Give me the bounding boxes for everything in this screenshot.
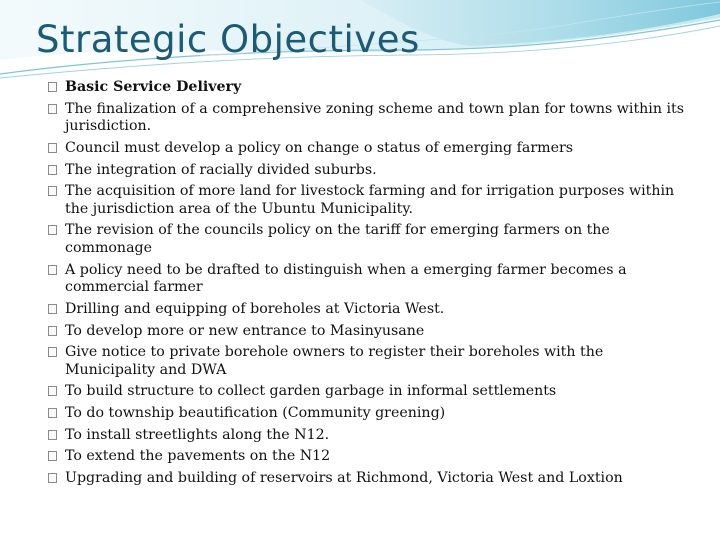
square-bullet-icon <box>48 451 57 461</box>
list-item <box>48 405 688 423</box>
square-bullet-icon <box>48 408 57 418</box>
list-item-text: A policy need to be drafted to distinguish when a emerging farmer becomes a commercial farmer <box>65 261 627 296</box>
square-bullet-icon <box>48 473 57 483</box>
list-item-text: Basic Service Delivery <box>65 79 242 95</box>
list-item <box>48 427 688 445</box>
square-bullet-icon <box>48 430 57 440</box>
list-item <box>48 448 688 466</box>
list-item-text: Council must develop a policy on change o status of emerging farmers <box>65 139 574 156</box>
list-item-text: To develop more or new entrance to Masinyusane <box>65 322 425 339</box>
square-bullet-icon <box>48 386 57 396</box>
square-bullet-icon <box>48 304 57 314</box>
list-item-text: To install streetlights along the N12. <box>65 426 330 443</box>
list-item-text: To extend the pavements on the N12 <box>65 448 331 465</box>
page-title: Strategic Objectives <box>36 18 420 61</box>
list-item <box>48 344 688 379</box>
list-item-text: To do township beautification (Community greening) <box>65 405 446 422</box>
square-bullet-icon <box>48 143 57 153</box>
square-bullet-icon <box>48 104 57 114</box>
list-item-text: The revision of the councils policy on the tariff for emerging farmers on the commonage <box>65 222 610 256</box>
list-item-text: Drilling and equipping of boreholes at Victoria West. <box>65 300 445 317</box>
list-item-text: To build structure to collect garden garbage in informal settlements <box>65 383 557 400</box>
objectives-list <box>48 79 688 492</box>
list-item <box>48 140 688 158</box>
square-bullet-icon <box>48 186 57 196</box>
list-item <box>48 301 688 319</box>
square-bullet-icon <box>48 225 57 235</box>
square-bullet-icon <box>48 326 57 336</box>
list-item <box>48 323 688 341</box>
list-item <box>48 162 688 180</box>
list-item <box>48 79 688 97</box>
list-item <box>48 222 688 257</box>
square-bullet-icon <box>48 165 57 175</box>
list-item-text: The finalization of a comprehensive zoning scheme and town plan for towns within its jurisdiction. <box>65 100 684 135</box>
list-item-text: Give notice to private borehole owners to register their boreholes with the Municipality and DWA <box>65 344 604 378</box>
list-item-text: Upgrading and building of reservoirs at Richmond, Victoria West and Loxtion <box>65 470 623 487</box>
list-item-text: The integration of racially divided suburbs. <box>65 161 377 178</box>
square-bullet-icon <box>48 347 57 357</box>
list-item <box>48 262 688 297</box>
square-bullet-icon <box>48 265 57 275</box>
list-item <box>48 183 688 218</box>
list-item <box>48 470 688 488</box>
list-item <box>48 101 688 136</box>
list-item <box>48 383 688 401</box>
list-item-text: The acquisition of more land for livestock farming and for irrigation purposes within the jurisdiction area of the Ubuntu Municipality. <box>65 183 675 217</box>
square-bullet-icon <box>48 82 57 92</box>
